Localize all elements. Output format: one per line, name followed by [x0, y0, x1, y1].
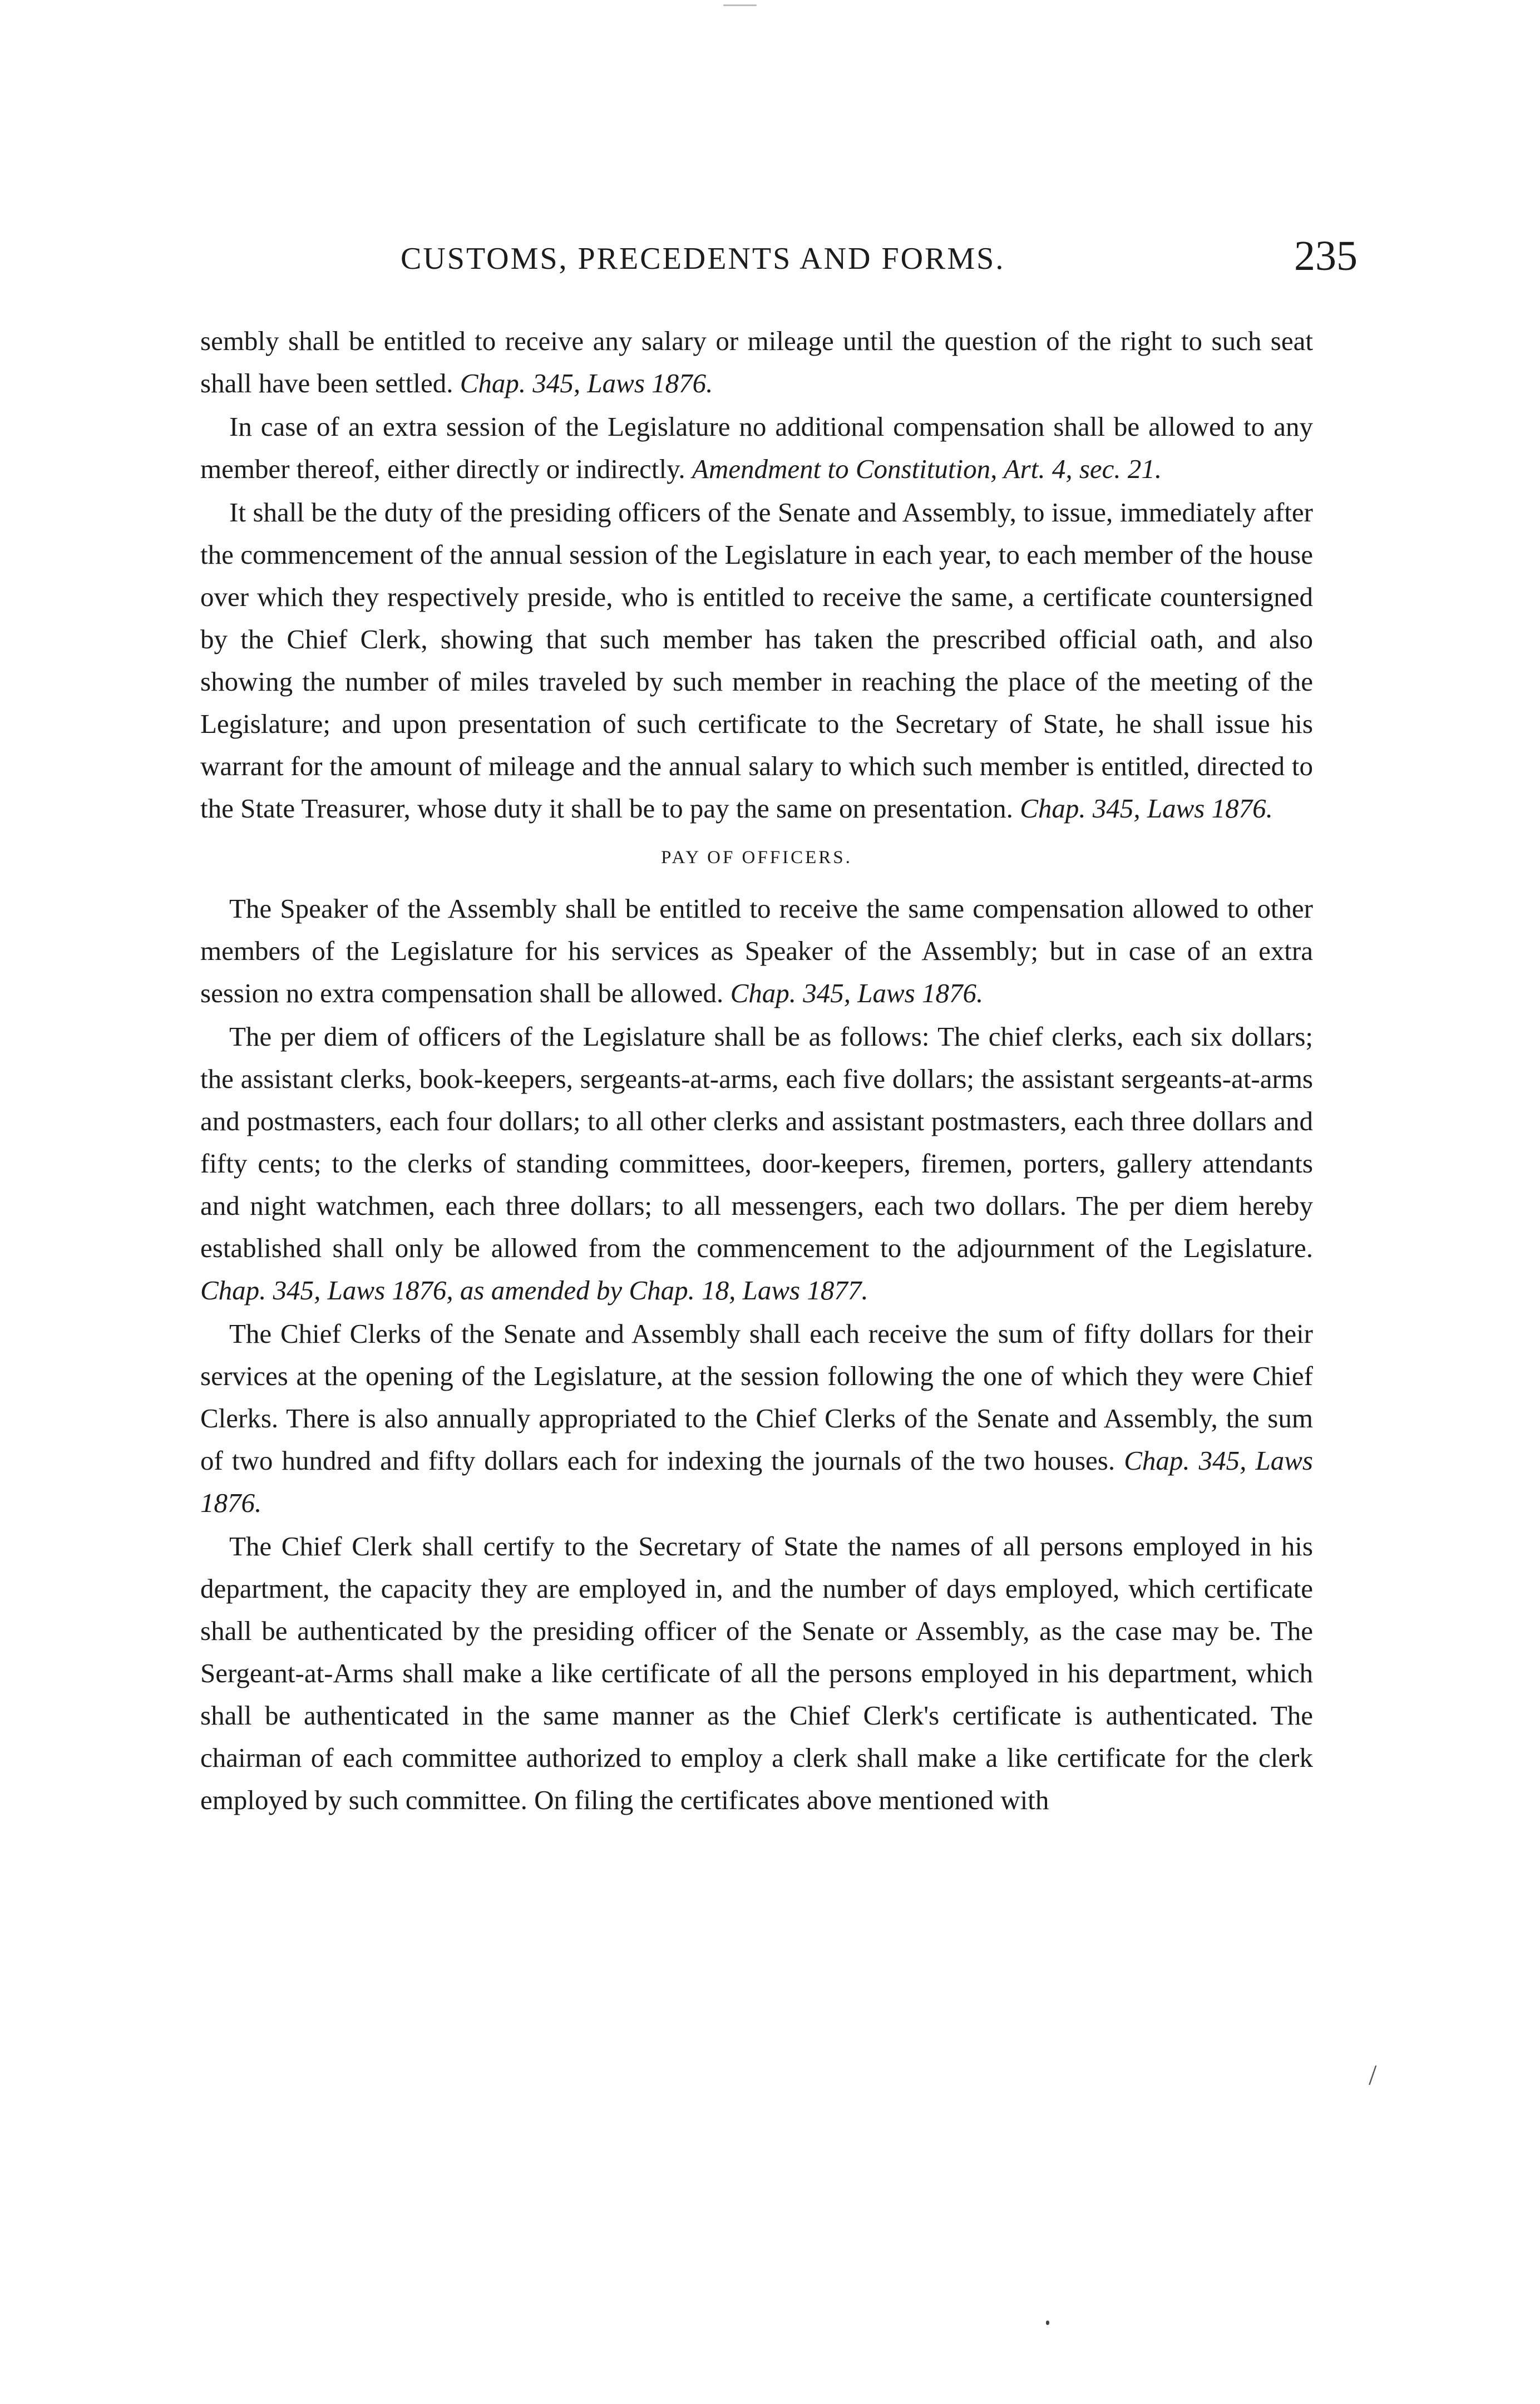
running-title: CUSTOMS, PRECEDENTS AND FORMS. — [401, 242, 1005, 276]
margin-mark: / — [1369, 2060, 1377, 2091]
citation: Chap. 345, Laws 1876, as amended by Chap. 18, Laws 1877. — [200, 1275, 868, 1306]
body-text — [200, 320, 1313, 1822]
paragraph-3: It shall be the duty of the presiding officers of the Senate and Assembly, to issue, immediately after the commencement of the annual session of the Legislature in each year, to each member of the house over which they respectively preside, who is entitled to receive the same, a certificate countersigned by the Chief Clerk, showing that such member has taken the prescribed official oath, and also showing the number of miles traveled by such member in reaching the place of the meeting of the Legislature; and upon presentation of such certificate to the Secretary of State, he shall issue his warrant for the amount of mileage and the annual salary to which such member is entitled, directed to the State Treasurer, whose duty it shall be to pay the same on presentation. Chap. 345, Laws 1876. — [200, 497, 1313, 824]
paragraph-4: The Speaker of the Assembly shall be entitled to receive the same compensation allowed to other members of the Legislature for his services as Speaker of the Assembly; but in case of an extra session no extra compensation shall be allowed. Chap. 345, Laws 1876. — [200, 893, 1313, 1008]
paragraph-5: The per diem of officers of the Legislature shall be as follows: The chief clerks, each six dollars; the assistant clerks, book-keepers, sergeants-at-arms, each five dollars; the assistant sergeants-at-arms and postmasters, each four dollars; to all other clerks and assistant postmasters, each three dollars and fifty cents; to the clerks of standing committees, door-keepers, firemen, porters, gallery attendants and night watchmen, each three dollars; to all messengers, each two dollars. The per diem hereby established shall only be allowed from the commencement to the adjournment of the Legislature. Chap. 345, Laws 1876, as amended by Chap. 18, Laws 1877. — [200, 1021, 1313, 1306]
citation: Chap. 345, Laws 1876. — [200, 1445, 1313, 1518]
ink-speck — [723, 4, 757, 6]
ink-speck — [1046, 2321, 1049, 2325]
paragraph-6: The Chief Clerks of the Senate and Assembly shall each receive the sum of fifty dollars for their services at the opening of the Legislature, at the session following the one of which they were Chief Clerks. There is also annually appropriated to the Chief Clerks of the Senate and Assembly, the sum of two hundred and fifty dollars each for indexing the journals of the two houses. Chap. 345, Laws 1876. — [200, 1318, 1313, 1518]
citation: Chap. 345, Laws 1876. — [1020, 793, 1273, 824]
paragraph-7: The Chief Clerk shall certify to the Secretary of State the names of all persons employed in his department, the capacity they are employed in, and the number of days employed, which certificate shall be authenticated by the presiding officer of the Senate or Assembly, as the case may be. The Sergeant-at-Arms shall make a like certificate of all the persons employed in his department, which shall be authenticated in the same manner as the Chief Clerk's certificate is authenticated. The chairman of each committee authorized to employ a clerk shall make a like certificate for the clerk employed by such committee. On filing the certificates above mentioned with — [200, 1531, 1313, 1815]
paragraph-1: sembly shall be entitled to receive any salary or mileage until the question of the right to such seat shall have been settled. Chap. 345, Laws 1876. — [200, 326, 1313, 398]
paragraph-2: In case of an extra session of the Legislature no additional compensation shall be allowed to any member thereof, either directly or indirectly. Amendment to Constitution, Art. 4, sec. 21. — [200, 411, 1313, 484]
page-number: 235 — [1294, 233, 1358, 279]
citation: Chap. 345, Laws 1876. — [730, 978, 984, 1008]
citation: Amendment to Constitution, Art. 4, sec. 21. — [692, 454, 1162, 484]
running-header — [200, 234, 1358, 284]
citation: Chap. 345, Laws 1876. — [460, 368, 713, 398]
section-heading: PAY OF OFFICERS. — [661, 848, 852, 868]
